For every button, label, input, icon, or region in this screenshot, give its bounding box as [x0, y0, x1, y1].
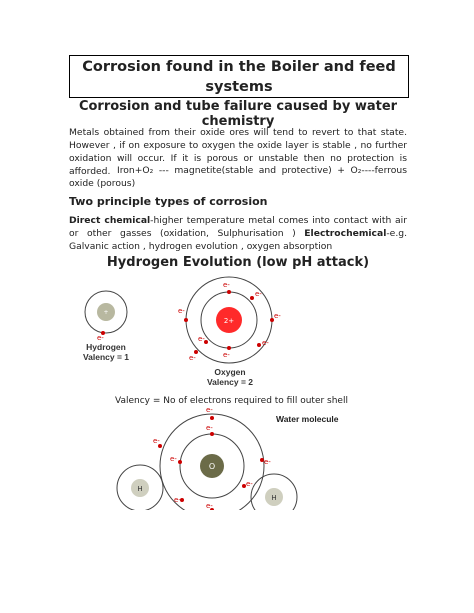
oxygen-electron-5: e- [255, 290, 262, 298]
water-electron-6: e- [246, 480, 253, 488]
document-title: Corrosion found in the Boiler and feed systems [69, 55, 409, 98]
water-electron-7: e- [174, 496, 181, 504]
oxygen-electron-4: e- [274, 312, 281, 320]
oxygen-electron-6: e- [198, 335, 205, 343]
oxygen-electron-1: e- [223, 281, 230, 289]
types-paragraph [69, 214, 407, 253]
water-oxygen-label: O [208, 462, 216, 471]
oxygen-electron-2: e- [223, 351, 230, 359]
water-electron-4: e- [170, 455, 177, 463]
hydrogen-caption-valency: Valency = 1 [82, 352, 130, 362]
water-molecule [117, 406, 297, 510]
hydrogen-caption-name: Hydrogen [86, 342, 126, 352]
hydrogen-evolution-heading: Hydrogen Evolution (low pH attack) [106, 255, 370, 270]
types-heading: Two principle types of corrosion [69, 195, 268, 208]
water-hydrogen-right-label: H [271, 494, 277, 502]
equation-line: Iron+O₂ --- magnetite(stable and protective) + O₂----ferrous oxide (porous) [69, 165, 407, 189]
valency-note: Valency = No of electrons required to fill outer shell [115, 396, 348, 406]
water-hydrogen-left-label: H [137, 485, 143, 493]
water-electron-8: e- [206, 502, 213, 510]
direct-chemical-text: -higher temperature metal comes into contact with air or other gasses (oxidation, Sulphurisation ) [69, 215, 407, 239]
hydrogen-atom [85, 291, 127, 342]
oxygen-caption-valency: Valency = 2 [206, 377, 254, 387]
water-molecule-label: Water molecule [276, 414, 339, 424]
oxygen-caption [190, 367, 270, 387]
water-electron-3: e- [153, 437, 160, 445]
water-electron-1: e- [206, 406, 213, 414]
section-subtitle: Corrosion and tube failure caused by water chemistry [78, 99, 398, 129]
oxygen-electron-3: e- [178, 307, 185, 315]
oxygen-electron-7: e- [262, 339, 269, 347]
atom-diagrams [0, 270, 474, 510]
hydrogen-caption [70, 342, 142, 362]
oxygen-electron-8: e- [189, 354, 196, 362]
direct-chemical-label: Direct chemical [69, 215, 151, 226]
electrochemical-label: Electrochemical [304, 228, 387, 239]
water-electron-2: e- [206, 424, 213, 432]
electrochemical-text: -e.g. Galvanic action , hydrogen evolution , oxygen absorption [69, 228, 407, 252]
paragraph-oxide: Metals obtained from their oxide ores will tend to revert to that state. However , if on exposure to oxygen the oxide layer is stable , no further oxidation will occur. If it is porous or unstable then no protection is afforded. [69, 127, 407, 177]
oxygen-atom [178, 277, 281, 363]
hydrogen-electron-label: e- [97, 334, 104, 342]
oxygen-caption-name: Oxygen [214, 367, 246, 377]
water-electron-5: e- [264, 458, 271, 466]
oxygen-nucleus-label: 2+ [223, 317, 235, 325]
hydrogen-nucleus-label: + [103, 309, 109, 316]
